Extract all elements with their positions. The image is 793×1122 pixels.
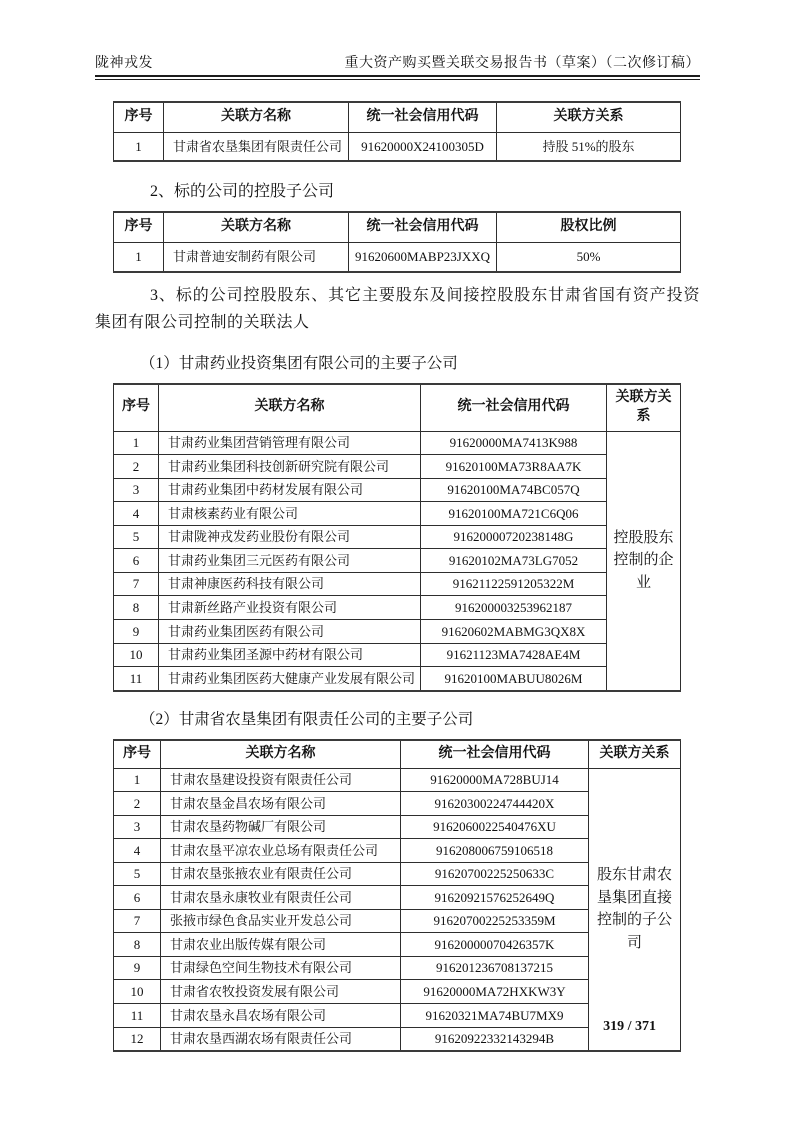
credit-code-cell: 91620700225250633C (401, 862, 589, 886)
party-name-cell: 甘肃省农牧投资发展有限公司 (161, 980, 401, 1004)
row-index-cell: 5 (114, 525, 159, 549)
row-index-cell: 4 (114, 839, 161, 863)
header-right-title: 重大资产购买暨关联交易报告书（草案）（二次修订稿） (344, 56, 700, 71)
credit-code-cell: 916200003253962187 (421, 596, 607, 620)
running-header (95, 0, 700, 72)
table-row (114, 667, 681, 691)
credit-code-cell: 916208006759106518 (401, 839, 589, 863)
credit-code-cell: 91620100MABUU8026M (421, 667, 607, 691)
credit-code-cell: 91620102MA73LG7052 (421, 549, 607, 573)
credit-code-cell: 91620000X24100305D (349, 132, 497, 161)
credit-code-cell: 91620000MA7413K988 (421, 431, 607, 455)
row-index-cell: 3 (114, 815, 161, 839)
credit-code-cell: 91620000720238148G (421, 525, 607, 549)
party-name-cell: 甘肃药业集团三元医药有限公司 (159, 549, 421, 573)
party-name-cell: 甘肃绿色空间生物技术有限公司 (161, 956, 401, 980)
party-name-cell: 甘肃药业集团营销管理有限公司 (159, 431, 421, 455)
credit-code-cell: 91620600MABP23JXXQ (349, 243, 497, 272)
row-index-cell: 1 (114, 768, 161, 792)
row-index-cell: 12 (114, 1027, 161, 1051)
header-row (114, 740, 681, 768)
relation-cell: 50% (497, 243, 681, 272)
party-name-cell: 甘肃药业集团中药材发展有限公司 (159, 478, 421, 502)
col-header-code: 统一社会信用代码 (421, 384, 607, 431)
credit-code-cell: 91621123MA7428AE4M (421, 643, 607, 667)
party-name-cell: 甘肃陇神戎发药业股份有限公司 (159, 525, 421, 549)
row-index-cell: 2 (114, 455, 159, 479)
party-name-cell: 甘肃核素药业有限公司 (159, 502, 421, 526)
party-name-cell: 甘肃省农垦集团有限责任公司 (164, 132, 349, 161)
table-row (114, 502, 681, 526)
page-content (95, 0, 700, 1052)
table-row (114, 620, 681, 644)
party-name-cell: 甘肃新丝路产业投资有限公司 (159, 596, 421, 620)
credit-code-cell: 91620300224744420X (401, 792, 589, 816)
party-name-cell: 甘肃普迪安制药有限公司 (164, 243, 349, 272)
party-name-cell: 甘肃农垦西湖农场有限责任公司 (161, 1027, 401, 1051)
table-row (114, 643, 681, 667)
credit-code-cell: 91620321MA74BU7MX9 (401, 1004, 589, 1028)
subsection-1-heading: （1）甘肃药业投资集团有限公司的主要子公司 (140, 354, 458, 372)
table-row (114, 572, 681, 596)
header-row (114, 102, 681, 132)
credit-code-cell: 91621122591205322M (421, 572, 607, 596)
header-row (114, 212, 681, 242)
party-name-cell: 甘肃农垦张掖农业有限责任公司 (161, 862, 401, 886)
section-3-heading: 3、标的公司控股股东、其它主要股东及间接控股股东甘肃省国有资产投资集团有限公司控制的关联法人 (95, 286, 700, 331)
credit-code-cell: 91620100MA74BC057Q (421, 478, 607, 502)
header-left-title: 陇神戎发 (95, 56, 153, 71)
col-header-relation: 关联方关系 (589, 740, 681, 768)
table-row (114, 768, 681, 792)
col-header-name: 关联方名称 (164, 102, 349, 132)
credit-code-cell: 91620000MA728BUJ14 (401, 768, 589, 792)
relation-cell: 控股股东控制的企业 (607, 431, 681, 691)
col-header-name: 关联方名称 (159, 384, 421, 431)
page-number: 319 / 371 (603, 1019, 656, 1034)
party-name-cell: 甘肃农垦金昌农场有限公司 (161, 792, 401, 816)
table-row (114, 596, 681, 620)
party-name-cell: 甘肃药业集团圣源中药材有限公司 (159, 643, 421, 667)
credit-code-cell: 91620000MA72HXKW3Y (401, 980, 589, 1004)
credit-code-cell: 9162060022540476XU (401, 815, 589, 839)
col-header-name: 关联方名称 (161, 740, 401, 768)
row-index-cell: 11 (114, 667, 159, 691)
table-row (114, 549, 681, 573)
relation-cell: 持股 51%的股东 (497, 132, 681, 161)
row-index-cell: 8 (114, 933, 161, 957)
row-index-cell: 2 (114, 792, 161, 816)
col-header-name: 关联方名称 (164, 212, 349, 242)
row-index-cell: 1 (114, 132, 164, 161)
header-row (114, 384, 681, 431)
credit-code-cell: 91620700225253359M (401, 909, 589, 933)
col-header-index: 序号 (114, 740, 161, 768)
row-index-cell: 9 (114, 620, 159, 644)
table-row (114, 132, 681, 161)
row-index-cell: 11 (114, 1004, 161, 1028)
row-index-cell: 9 (114, 956, 161, 980)
row-index-cell: 1 (114, 243, 164, 272)
credit-code-cell: 916201236708137215 (401, 956, 589, 980)
section-2-heading: 2、标的公司的控股子公司 (150, 183, 335, 201)
party-name-cell: 甘肃药业集团科技创新研究院有限公司 (159, 455, 421, 479)
credit-code-cell: 91620921576252649Q (401, 886, 589, 910)
table-row (114, 525, 681, 549)
col-header-code: 统一社会信用代码 (401, 740, 589, 768)
party-name-cell: 甘肃农垦建设投资有限责任公司 (161, 768, 401, 792)
table-controlled-subsidiary (113, 211, 681, 272)
table-nongken-group-subsidiaries (113, 739, 681, 1052)
relation-cell: 股东甘肃农垦集团直接控制的子公司 (589, 768, 681, 1051)
party-name-cell: 甘肃农业出版传媒有限公司 (161, 933, 401, 957)
row-index-cell: 8 (114, 596, 159, 620)
col-header-index: 序号 (114, 212, 164, 242)
table-row (114, 243, 681, 272)
party-name-cell: 甘肃农垦平凉农业总场有限责任公司 (161, 839, 401, 863)
row-index-cell: 6 (114, 549, 159, 573)
party-name-cell: 甘肃农垦药物碱厂有限公司 (161, 815, 401, 839)
subsection-2-heading: （2）甘肃省农垦集团有限责任公司的主要子公司 (140, 710, 474, 728)
col-header-relation: 关联方关系 (497, 102, 681, 132)
row-index-cell: 7 (114, 572, 159, 596)
credit-code-cell: 91620000070426357K (401, 933, 589, 957)
table-pharma-group-subsidiaries (113, 383, 681, 692)
col-header-relation: 关联方关系 (607, 384, 681, 431)
col-header-relation: 股权比例 (497, 212, 681, 242)
row-index-cell: 7 (114, 909, 161, 933)
col-header-index: 序号 (114, 384, 159, 431)
party-name-cell: 张掖市绿色食品实业开发总公司 (161, 909, 401, 933)
credit-code-cell: 91620602MABMG3QX8X (421, 620, 607, 644)
credit-code-cell: 91620922332143294B (401, 1027, 589, 1051)
party-name-cell: 甘肃神康医药科技有限公司 (159, 572, 421, 596)
party-name-cell: 甘肃药业集团医药有限公司 (159, 620, 421, 644)
party-name-cell: 甘肃农垦永昌农场有限公司 (161, 1004, 401, 1028)
row-index-cell: 1 (114, 431, 159, 455)
row-index-cell: 4 (114, 502, 159, 526)
row-index-cell: 5 (114, 862, 161, 886)
table-row (114, 431, 681, 455)
table-row (114, 455, 681, 479)
party-name-cell: 甘肃农垦永康牧业有限责任公司 (161, 886, 401, 910)
table-row (114, 478, 681, 502)
credit-code-cell: 91620100MA73R8AA7K (421, 455, 607, 479)
col-header-code: 统一社会信用代码 (349, 212, 497, 242)
row-index-cell: 3 (114, 478, 159, 502)
header-rule (95, 75, 700, 80)
party-name-cell: 甘肃药业集团医药大健康产业发展有限公司 (159, 667, 421, 691)
row-index-cell: 10 (114, 980, 161, 1004)
col-header-code: 统一社会信用代码 (349, 102, 497, 132)
credit-code-cell: 91620100MA721C6Q06 (421, 502, 607, 526)
table-target-shareholder (113, 101, 681, 162)
col-header-index: 序号 (114, 102, 164, 132)
row-index-cell: 6 (114, 886, 161, 910)
row-index-cell: 10 (114, 643, 159, 667)
